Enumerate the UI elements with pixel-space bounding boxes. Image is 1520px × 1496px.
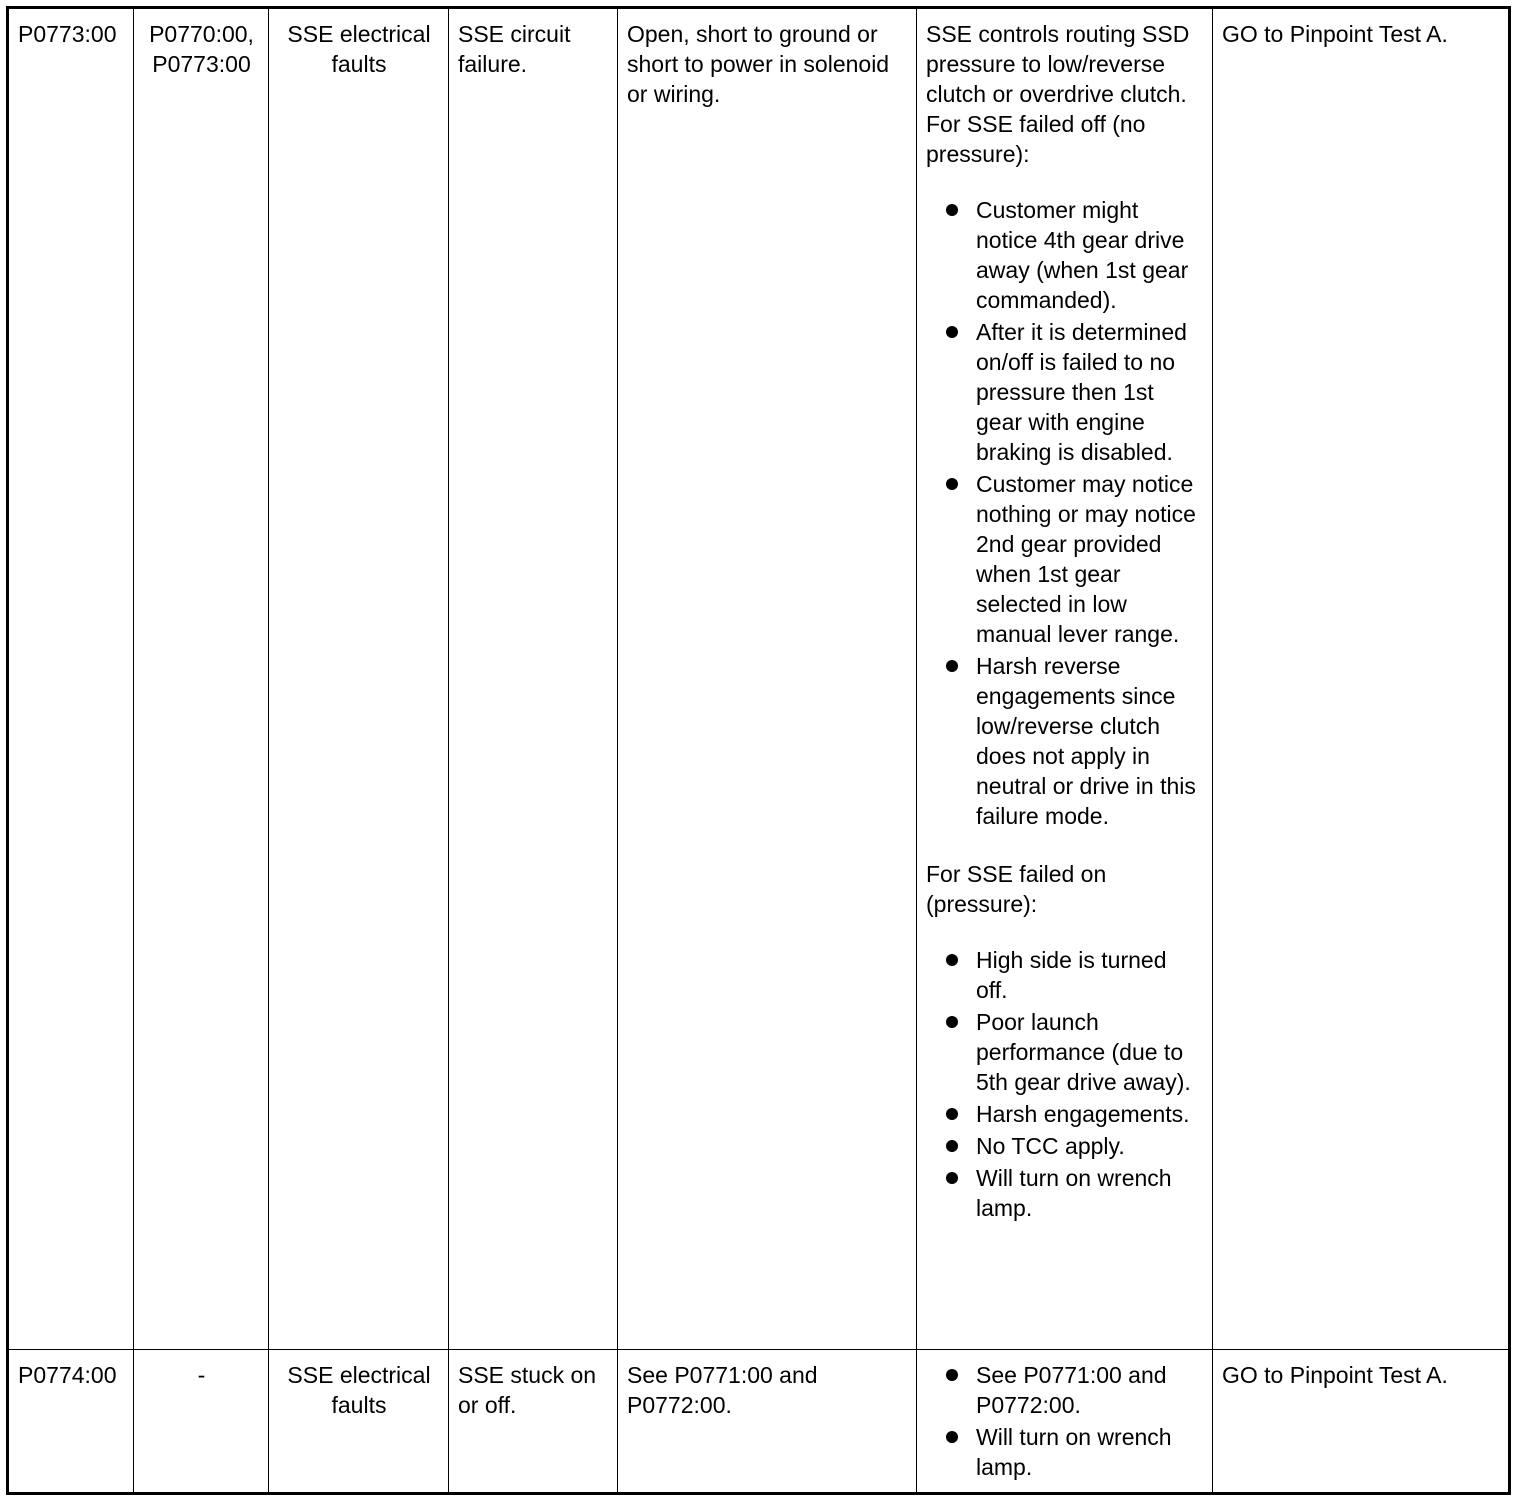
cause-cell (618, 1350, 917, 1494)
category-cell (269, 1350, 449, 1494)
failed-on-list (926, 945, 1204, 1223)
bullet-icon (946, 1108, 958, 1120)
list-item: Customer might notice 4th gear drive away (when 1st gear commanded). (926, 195, 1204, 315)
cause-text: See P0771:00 and P0772:00. (627, 1362, 818, 1418)
symptom-cell (917, 8, 1213, 1350)
list-item: Poor launch performance (due to 5th gear drive away). (926, 1007, 1204, 1097)
related-dtc-cell (134, 8, 269, 1350)
table-row (8, 1350, 1510, 1494)
cause-cell (618, 8, 917, 1350)
bullet-icon (946, 1016, 958, 1028)
list-item: Will turn on wrench lamp. (926, 1163, 1204, 1223)
dtc-table-container (6, 6, 1508, 1495)
list-item: See P0771:00 and P0772:00. (926, 1360, 1204, 1420)
bullet-icon (946, 1431, 958, 1443)
condition-text: SSE stuck on or off. (458, 1362, 597, 1418)
symptom-cell (917, 1350, 1213, 1494)
bullet-icon (946, 1172, 958, 1184)
failed-off-heading: For SSE failed off (no pressure): (926, 111, 1146, 167)
category-line: faults (331, 51, 387, 77)
category-cell (269, 8, 449, 1350)
dtc-code: P0774:00 (18, 1362, 117, 1388)
failed-on-heading: For SSE failed on (pressure): (926, 861, 1107, 917)
action-text: GO to Pinpoint Test A. (1222, 21, 1448, 47)
symptom-intro: SSE controls routing SSD pressure to low/reverse clutch or overdrive clutch. (926, 21, 1190, 107)
action-cell (1213, 1350, 1510, 1494)
bullet-icon (946, 326, 958, 338)
cause-text: Open, short to ground or short to power in solenoid or wiring. (627, 21, 890, 107)
action-cell (1213, 8, 1510, 1350)
list-item: Will turn on wrench lamp. (926, 1422, 1204, 1482)
action-text: GO to Pinpoint Test A. (1222, 1362, 1448, 1388)
bullet-icon (946, 954, 958, 966)
list-item: No TCC apply. (926, 1131, 1204, 1161)
related-dtc-cell (134, 1350, 269, 1494)
bullet-icon (946, 478, 958, 490)
failed-off-list (926, 195, 1204, 831)
list-item: Customer may notice nothing or may notice 2nd gear provided when 1st gear selected in low manual lever range. (926, 469, 1204, 649)
related-dtc-line: P0770:00, (149, 21, 254, 47)
table-row (8, 8, 1510, 1350)
condition-cell (449, 8, 618, 1350)
dtc-code: P0773:00 (18, 21, 117, 47)
related-dtc-line: - (197, 1362, 206, 1388)
category-line: faults (331, 1392, 387, 1418)
symptom-list (926, 1360, 1204, 1482)
bullet-icon (946, 204, 958, 216)
related-dtc-line: P0773:00 (152, 51, 251, 77)
list-item: After it is determined on/off is failed to no pressure then 1st gear with engine braking is disabled. (926, 317, 1204, 467)
bullet-icon (946, 1140, 958, 1152)
condition-text: SSE circuit failure. (458, 21, 571, 77)
list-item: Harsh engagements. (926, 1099, 1204, 1129)
category-line: SSE electrical (287, 21, 431, 47)
condition-cell (449, 1350, 618, 1494)
list-item: High side is turned off. (926, 945, 1204, 1005)
category-line: SSE electrical (287, 1362, 431, 1388)
dtc-code-cell (8, 1350, 134, 1494)
dtc-code-cell (8, 8, 134, 1350)
bullet-icon (946, 660, 958, 672)
list-item: Harsh reverse engagements since low/reverse clutch does not apply in neutral or drive in this failure mode. (926, 651, 1204, 831)
dtc-table (6, 6, 1511, 1495)
bullet-icon (946, 1369, 958, 1381)
